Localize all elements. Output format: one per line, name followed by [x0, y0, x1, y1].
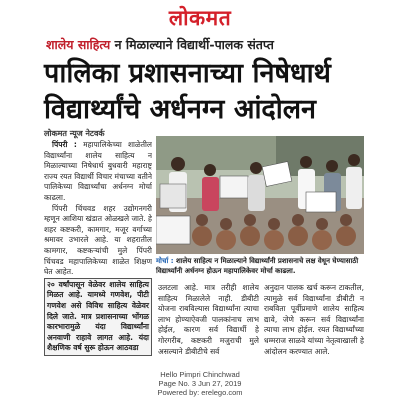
page-footer	[0, 370, 400, 397]
article-column-2	[158, 283, 259, 373]
newspaper-logo: लोकमत	[168, 4, 232, 30]
paragraph-1-text: महापालिकेच्या शाळेतील विद्यार्थ्यांना शालेय साहित्य न मिळाल्याच्या निषेधार्थ बुधवारी महाराष्ट्र राज्य रयत विद्यार्थी विचार मंचाच्या वतीने पालिकेच्या विद्यार्थ्यांचा अर्धनग्न मोर्चा काढला.	[44, 140, 152, 202]
column-3-text: अनुदान पालक खर्च करून टाकतील, त्यामुळे सर्व विद्यार्थ्यांना डीबीटी न राबविता पूर्वीप्रमाणे शालेय साहित्य द्यावे, जेणे करून सर्व विद्यार्थ्यांना त्याचा लाभ होईल. रयत विद्यार्थ्यांच्या धम्मराज साळवे यांच्या नेतृत्वाखाली हे आंदोलन करण्यात आले.	[264, 283, 364, 356]
headline-line-2: विद्यार्थ्यांचे अर्धनग्न आंदोलन	[44, 94, 317, 125]
caption-label: मोर्चा :	[156, 257, 174, 265]
masthead	[0, 4, 400, 30]
dateline: पिंपरी :	[52, 140, 77, 149]
news-photo	[156, 136, 364, 254]
headline-line-1: पालिका प्रशासनाच्या निषेधार्थ	[44, 58, 331, 89]
caption-text: शालेय साहित्य न मिळाल्याने विद्यार्थ्यांनी प्रशासनाचे लक्ष वेधून घेण्यासाठी विद्यार्थ्यांनी अर्धनग्न होऊन महापालिकेवर मोर्चा काढला.	[156, 257, 359, 275]
byline: लोकमत न्यूज नेटवर्क	[44, 129, 105, 138]
powered-by: Powered by: erelego.com	[157, 388, 243, 397]
photo-caption	[156, 256, 364, 276]
kicker-highlight: शालेय साहित्य	[46, 37, 111, 52]
column-2-text: उलटला आहे. मात्र तरीही शालेय साहित्य मिळालेले नाही. डीबीटी योजना राबविल्यास विद्यार्थ्यांना त्याचा लाभ होण्याऐवजी पालकांनाच लाभ होईल, कारण सर्व विद्यार्थी हे गोरगरीब, कष्टकरी मजुराची मुले असल्याने डीबीटीचे सर्व	[158, 283, 259, 356]
edition-name: Hello Pimpri Chinchwad	[160, 370, 240, 379]
article-headline	[44, 56, 364, 128]
highlighted-paragraph: २० वर्षांपासून वेळेवर शालेय साहित्य मिळत आहे. यामध्ये गणवेश, पीटी गणवेश असे विविध साहित्य वेळेवर दिले जाते. मात्र प्रशासनाच्या भोंगळ कारभारामुळे यंदा विद्यार्थ्यांना अनवाणी राहावे लागत आहे. यंदा शैक्षणिक वर्ष सुरू होऊन आठवडा	[44, 278, 152, 356]
article-kicker	[46, 36, 366, 54]
page-number-date: Page No. 3 Jun 27, 2019	[158, 379, 242, 388]
kicker-text: न मिळाल्याने विद्यार्थी-पालक संतप्त	[114, 37, 274, 52]
paragraph-1	[44, 140, 152, 204]
article-column-3	[264, 283, 364, 373]
protest-photo-illustration	[156, 136, 364, 254]
paragraph-2: पिंपरी चिंचवड शहर उद्योगनगरी म्हणून आशिया खंडात ओळखले जाते. हे शहर कष्टकरी, कामगार, मजूर वर्गाच्या श्रमावर उभारले आहे. या शहरातील कामगार, कष्टकऱ्यांची मुले पिंपरी चिंचवड महापालिकेच्या शाळेत शिक्षण घेत आहेत.	[44, 203, 152, 277]
